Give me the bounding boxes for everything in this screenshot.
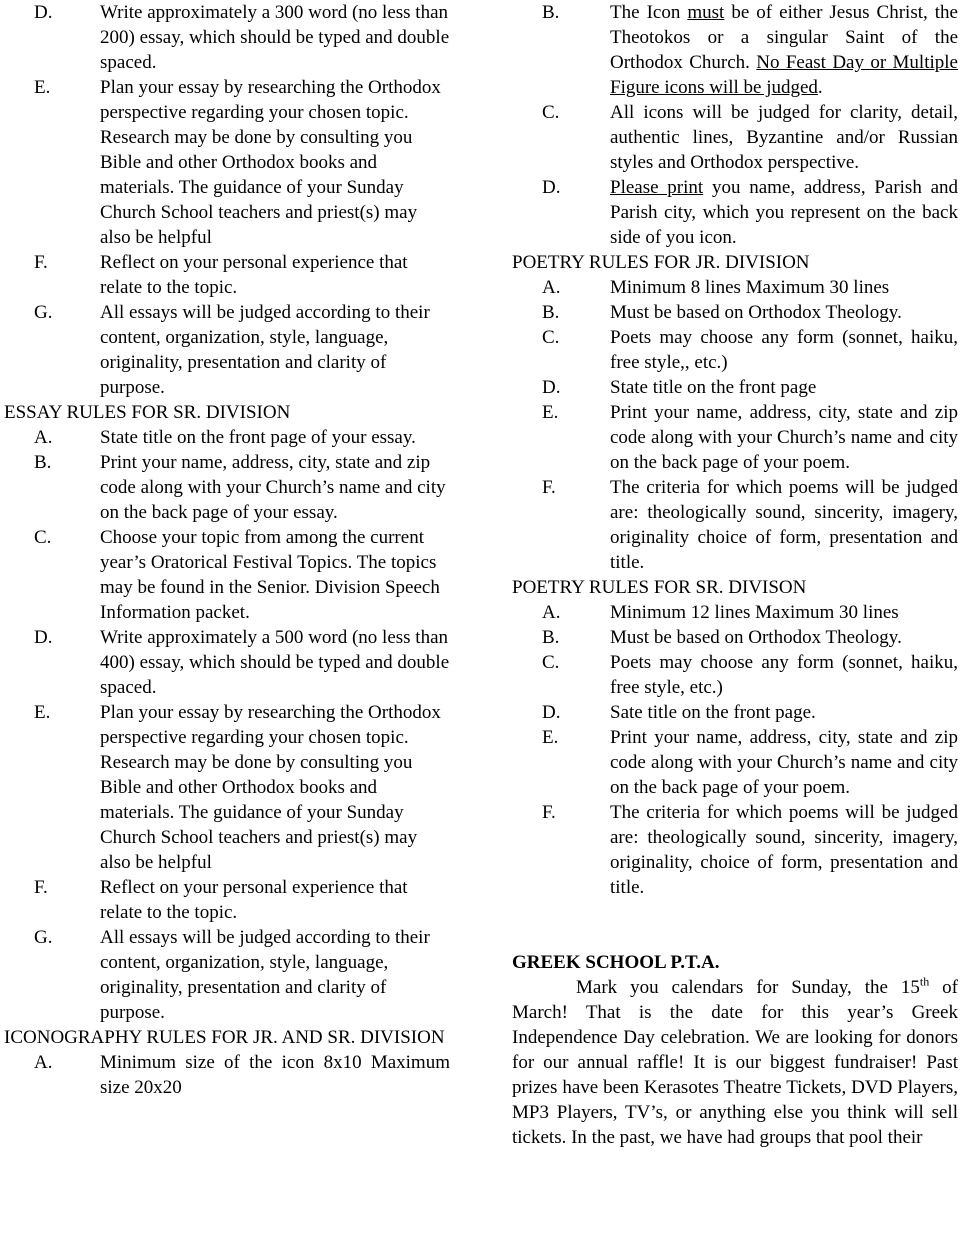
rule-text: Sate title on the front page. xyxy=(610,702,816,723)
rule-text: Print your name, address, city, state and zip code along with your Church’s name and city on the back page of your essay. xyxy=(100,452,446,523)
rule-text: Plan your essay by researching the Orthodox perspective regarding your chosen topic. Research may be done by consulting you Bible and other Orthodox books and materials. The guidance of your Sunday Church School teachers and priest(s) may also be helpful xyxy=(100,702,441,873)
rule-item xyxy=(4,75,450,250)
rule-letter: E. xyxy=(542,727,559,748)
rule-item xyxy=(512,375,958,400)
rule-text: Plan your essay by researching the Orthodox perspective regarding your chosen topic. Research may be done by consulting you Bible and other Orthodox books and materials. The guidance of your Sunday Church School teachers and priest(s) may also be helpful xyxy=(100,77,441,248)
rule-text: State title on the front page xyxy=(610,377,817,398)
rule-text: Must be based on Orthodox Theology. xyxy=(610,627,902,648)
rule-letter: B. xyxy=(542,2,560,23)
rule-letter: C. xyxy=(542,102,560,123)
rule-text: Choose your topic from among the current year’s Oratorical Festival Topics. The topics may be found in the Senior. Division Speech Information packet. xyxy=(100,527,440,623)
section-spacer xyxy=(512,900,958,950)
rule-text-part: . xyxy=(817,77,823,98)
pta-text: Mark you calendars for Sunday, the 15 xyxy=(576,977,920,998)
rule-item xyxy=(4,250,450,300)
rule-letter: D. xyxy=(34,627,53,648)
rule-letter: C. xyxy=(34,527,52,548)
rule-item xyxy=(512,700,958,725)
rule-item xyxy=(4,875,450,925)
rule-letter: E. xyxy=(542,402,559,423)
rule-item xyxy=(4,0,450,75)
rule-text: Reflect on your personal experience that relate to the topic. xyxy=(100,877,408,923)
icon-rule-d xyxy=(512,175,958,250)
rule-letter: D. xyxy=(34,2,53,23)
rule-letter: D. xyxy=(542,377,561,398)
rule-letter: A. xyxy=(542,602,561,623)
rule-item xyxy=(512,600,958,625)
right-column xyxy=(512,0,958,1150)
rule-letter: F. xyxy=(34,252,48,273)
rule-letter: A. xyxy=(34,427,53,448)
rule-text: Minimum size of the icon 8x10 Maximum size 20x20 xyxy=(100,1052,450,1098)
rule-text: Poets may choose any form (sonnet, haiku, free style, etc.) xyxy=(610,652,958,698)
rule-item xyxy=(4,700,450,875)
rule-letter: A. xyxy=(34,1052,53,1073)
rule-letter: D. xyxy=(542,177,561,198)
rule-item xyxy=(4,625,450,700)
rule-letter: F. xyxy=(542,802,556,823)
rule-item xyxy=(512,625,958,650)
rule-item xyxy=(512,400,958,475)
rule-letter: B. xyxy=(542,302,560,323)
rule-text: The criteria for which poems will be judged are: theologically sound, sincerity, imagery, originality choice of form, presentation and title. xyxy=(610,477,958,573)
rule-text: All essays will be judged according to their content, organization, style, language, originality, presentation and clarity of purpose. xyxy=(100,302,430,398)
rule-text: Write approximately a 500 word (no less than 400) essay, which should be typed and double spaced. xyxy=(100,627,450,698)
rule-item xyxy=(4,1050,450,1100)
rule-letter: C. xyxy=(542,652,560,673)
rule-letter: B. xyxy=(542,627,560,648)
rule-text: Minimum 8 lines Maximum 30 lines xyxy=(610,277,890,298)
rule-letter: G. xyxy=(34,302,53,323)
rule-item xyxy=(4,525,450,625)
left-column xyxy=(4,0,450,1100)
rule-letter: F. xyxy=(34,877,48,898)
rule-text xyxy=(610,0,958,100)
pta-paragraph xyxy=(512,975,958,1150)
essay-sr-rules-list xyxy=(4,425,450,1025)
rule-text: Minimum 12 lines Maximum 30 lines xyxy=(610,602,899,623)
pta-heading: GREEK SCHOOL P.T.A. xyxy=(512,952,720,973)
rule-emphasis-no-feast: No Feast Day or Multiple Figure icons will be judged xyxy=(610,52,958,98)
rule-item xyxy=(512,300,958,325)
rule-item xyxy=(4,425,450,450)
rule-text: Must be based on Orthodox Theology. xyxy=(610,302,902,323)
rule-text xyxy=(610,175,958,250)
essay-sr-heading: ESSAY RULES FOR SR. DIVISION xyxy=(4,402,291,423)
essay-jr-continued-list xyxy=(4,0,450,400)
rule-text: Poets may choose any form (sonnet, haiku, free style,, etc.) xyxy=(610,327,958,373)
rule-text: Write approximately a 300 word (no less than 200) essay, which should be typed and double spaced. xyxy=(100,2,450,73)
iconography-heading: ICONOGRAPHY RULES FOR JR. AND SR. DIVISION xyxy=(4,1027,445,1048)
rule-item xyxy=(512,275,958,300)
rule-text: State title on the front page of your essay. xyxy=(100,427,416,448)
rule-text-part: The Icon xyxy=(610,2,688,23)
rule-emphasis-must: must xyxy=(687,2,725,23)
rule-letter: F. xyxy=(542,477,556,498)
poetry-jr-rules-list xyxy=(512,275,958,575)
rule-text: All essays will be judged according to their content, organization, style, language, originality, presentation and clarity of purpose. xyxy=(100,927,430,1023)
rule-item xyxy=(512,725,958,800)
rule-item xyxy=(512,325,958,375)
rule-text: Print your name, address, city, state and zip code along with your Church’s name and city on the back page of your poem. xyxy=(610,727,958,798)
rule-text: The criteria for which poems will be judged are: theologically sound, sincerity, imagery, originality, choice of form, presentation and title. xyxy=(610,802,958,898)
rule-text-part: you name, address, Parish and Parish city, which you represent on the back side of you icon. xyxy=(610,177,958,248)
icon-rule-c xyxy=(512,100,958,175)
rule-text-part: be of either Jesus Christ, the Theotokos or a singular Saint of the Orthodox Church. xyxy=(610,2,958,73)
rule-letter: D. xyxy=(542,702,561,723)
poetry-jr-heading: POETRY RULES FOR JR. DIVISION xyxy=(512,252,810,273)
rule-text: Print your name, address, city, state and zip code along with your Church’s name and city on the back page of your poem. xyxy=(610,402,958,473)
rule-text: Reflect on your personal experience that relate to the topic. xyxy=(100,252,408,298)
pta-ordinal-suffix: th xyxy=(919,974,930,989)
iconography-rules-list xyxy=(4,1050,450,1100)
rule-letter: E. xyxy=(34,77,51,98)
rule-item xyxy=(4,925,450,1025)
rule-letter: E. xyxy=(34,702,51,723)
rule-item xyxy=(512,475,958,575)
poetry-sr-heading: POETRY RULES FOR SR. DIVISON xyxy=(512,577,807,598)
rule-item xyxy=(4,450,450,525)
rule-item xyxy=(512,800,958,900)
rule-item xyxy=(4,300,450,400)
icon-rule-b xyxy=(512,0,958,100)
rule-letter: G. xyxy=(34,927,53,948)
pta-text: of March! That is the date for this year’s Greek Independence Day celebration. We are looking for donors for our annual raffle! It is our biggest fundraiser! Past prizes have been Kerasotes Theatre Tickets, DVD Players, MP3 Players, TV’s, or anything else you think will sell tickets. In the past, we have had groups that pool their xyxy=(512,977,958,1148)
rule-letter: C. xyxy=(542,327,560,348)
rule-letter: A. xyxy=(542,277,561,298)
rule-emphasis-please-print: Please print xyxy=(610,177,704,198)
rule-item xyxy=(512,650,958,700)
poetry-sr-rules-list xyxy=(512,600,958,900)
rule-letter: B. xyxy=(34,452,52,473)
rule-text: All icons will be judged for clarity, detail, authentic lines, Byzantine and/or Russian styles and Orthodox perspective. xyxy=(610,102,958,173)
